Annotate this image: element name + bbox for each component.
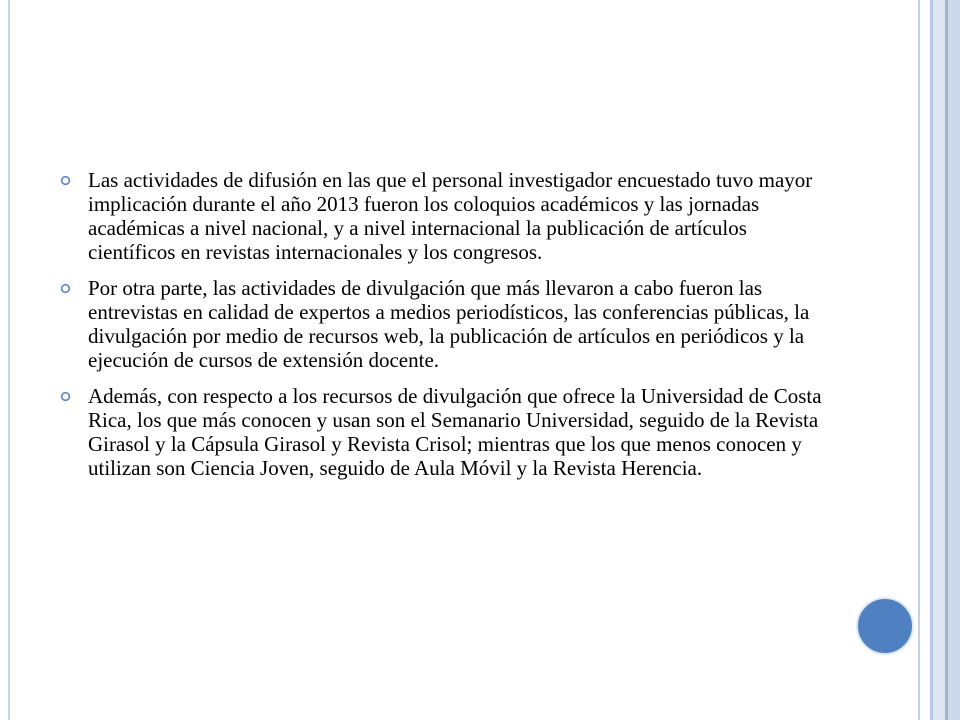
- right-border-strips: [918, 0, 960, 720]
- left-frame-line: [8, 0, 10, 720]
- bullet-text: Por otra parte, las actividades de divulgación que más llevaron a cabo fueron las entrevistas en calidad de expertos a medios periodísticos, las conferencias públicas, la divulgación por medio de recursos web, la publicación de artículos en periódicos y la ejecución de cursos de extensión docente.: [88, 276, 810, 372]
- open-circle-bullet-icon: [60, 175, 71, 186]
- border-strip: [948, 0, 960, 720]
- bullet-text: Las actividades de difusión en las que el personal investigador encuestado tuvo mayor implicación durante el año 2013 fueron los coloquios académicos y las jornadas académicas a nivel nacional, y a nivel internacional la publicación de artículos científicos en revistas internacionales y los congresos.: [88, 168, 813, 264]
- accent-circle: [856, 597, 914, 655]
- bullet-item: [60, 168, 830, 264]
- open-circle-bullet-icon: [60, 283, 71, 294]
- border-strip: [933, 0, 945, 720]
- open-circle-bullet-icon: [60, 391, 71, 402]
- bullet-item: [60, 384, 830, 480]
- border-strip: [920, 0, 930, 720]
- bullet-list: [60, 168, 830, 492]
- bullet-item: [60, 276, 830, 372]
- bullet-text: Además, con respecto a los recursos de divulgación que ofrece la Universidad de Costa Rica, los que más conocen y usan son el Semanario Universidad, seguido de la Revista Girasol y la Cápsula Girasol y Revista Crisol; mientras que los que menos conocen y utilizan son Ciencia Joven, seguido de Aula Móvil y la Revista Herencia.: [88, 384, 822, 480]
